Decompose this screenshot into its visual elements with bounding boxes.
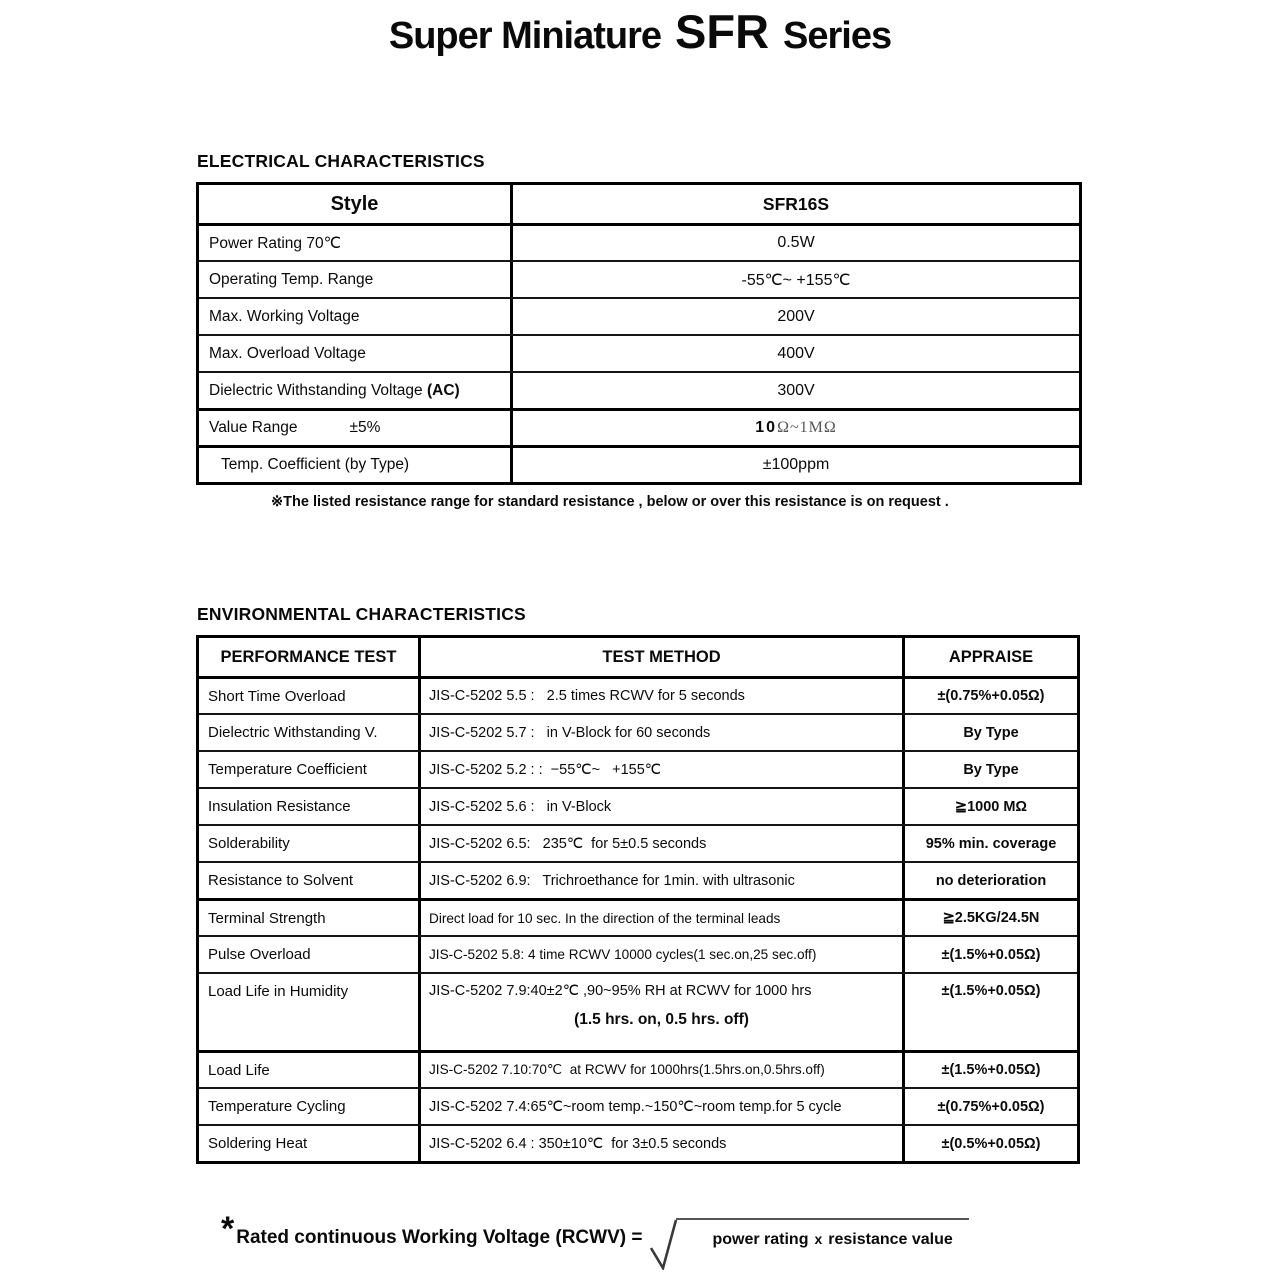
table-row xyxy=(199,898,1077,935)
table-row xyxy=(199,445,1079,482)
table-row xyxy=(199,371,1079,408)
test-name: Insulation Resistance xyxy=(199,789,421,824)
table-row xyxy=(199,408,1079,445)
row-label: Power Rating 70℃ xyxy=(199,226,513,260)
title-series-code: SFR xyxy=(675,5,770,58)
environmental-section-heading: ENVIRONMENTAL CHARACTERISTICS xyxy=(197,604,526,624)
row-label-tolerance: ±5% xyxy=(349,419,381,436)
test-method: JIS-C-5202 6.4 : 350±10℃ for 3±0.5 seconds xyxy=(421,1126,905,1161)
table-row xyxy=(199,260,1079,297)
row-label xyxy=(199,411,513,445)
electrical-table xyxy=(196,182,1082,485)
test-method: JIS-C-5202 5.7 : in V-Block for 60 seconds xyxy=(421,715,905,750)
value-suffix: Ω~1MΩ xyxy=(777,419,837,436)
test-name: Load Life in Humidity xyxy=(199,974,421,1050)
appraise-value: ±(1.5%+0.05Ω) xyxy=(941,946,1041,963)
header-appraise: APPRAISE xyxy=(948,647,1034,666)
table-row xyxy=(199,223,1079,260)
test-name: Temperature Cycling xyxy=(199,1089,421,1124)
table-header-row xyxy=(199,185,1079,223)
row-label: Max. Working Voltage xyxy=(199,299,513,334)
row-label: Max. Overload Voltage xyxy=(199,336,513,371)
test-method-line2: (1.5 hrs. on, 0.5 hrs. off) xyxy=(574,1011,749,1028)
test-method: Direct load for 10 sec. In the direction of the terminal leads xyxy=(421,901,905,935)
header-style: Style xyxy=(199,185,513,223)
appraise-value: ±(0.5%+0.05Ω) xyxy=(941,1135,1041,1152)
appraise-value: ±(1.5%+0.05Ω) xyxy=(941,1062,1041,1078)
row-value: -55℃~ +155℃ xyxy=(741,271,851,289)
appraise-value: ≧2.5KG/24.5N xyxy=(942,910,1040,926)
electrical-section-heading: ELECTRICAL CHARACTERISTICS xyxy=(197,151,485,171)
test-method: JIS-C-5202 7.4:65℃~room temp.~150℃~room temp.for 5 cycle xyxy=(421,1089,905,1124)
appraise-value: 95% min. coverage xyxy=(925,835,1057,852)
row-value: ±100ppm xyxy=(762,456,830,473)
test-name: Resistance to Solvent xyxy=(199,863,421,898)
row-value xyxy=(513,411,1079,445)
test-method-line1: JIS-C-5202 7.9:40±2℃ ,90~95% RH at RCWV for 1000 hrs xyxy=(429,983,812,999)
table-row xyxy=(199,676,1077,713)
table-row xyxy=(199,1050,1077,1087)
header-model: SFR16S xyxy=(762,193,830,214)
appraise-value: no deterioration xyxy=(935,872,1047,889)
square-root-icon xyxy=(650,1218,678,1270)
table-row xyxy=(199,787,1077,824)
header-performance-test: PERFORMANCE TEST xyxy=(199,638,421,676)
table-row xyxy=(199,935,1077,972)
table-row xyxy=(199,972,1077,1050)
test-method: JIS-C-5202 5.8: 4 time RCWV 10000 cycles(1 sec.on,25 sec.off) xyxy=(421,937,905,972)
row-value: 300V xyxy=(777,381,815,399)
table-row xyxy=(199,824,1077,861)
rcwv-formula xyxy=(221,1210,969,1270)
table-row xyxy=(199,334,1079,371)
header-test-method: TEST METHOD xyxy=(421,638,905,676)
test-name: Temperature Coefficient xyxy=(199,752,421,787)
square-root-expression xyxy=(650,1218,968,1270)
test-name: Terminal Strength xyxy=(199,901,421,935)
test-method: JIS-C-5202 6.9: Trichroethance for 1min. with ultrasonic xyxy=(421,863,905,898)
title-part-3: Series xyxy=(783,15,892,57)
formula-operand-1: power rating xyxy=(712,1231,809,1248)
resistance-range-note: ※The listed resistance range for standard resistance , below or over this resistance is on request . xyxy=(271,494,949,510)
table-row xyxy=(199,1124,1077,1161)
formula-lhs: Rated continuous Working Voltage (RCWV) = xyxy=(236,1227,643,1248)
formula-radicand xyxy=(676,1218,968,1249)
test-name: Load Life xyxy=(199,1053,421,1087)
value-prefix: 10 xyxy=(755,419,778,436)
test-name: Pulse Overload xyxy=(199,937,421,972)
appraise-value: By Type xyxy=(963,724,1019,741)
test-method: JIS-C-5202 7.10:70℃ at RCWV for 1000hrs(1.5hrs.on,0.5hrs.off) xyxy=(421,1053,905,1087)
test-method: JIS-C-5202 5.5 : 2.5 times RCWV for 5 seconds xyxy=(421,679,905,713)
row-label-text: Dielectric Withstanding Voltage xyxy=(209,381,427,399)
table-row xyxy=(199,297,1079,334)
asterisk-marker: * xyxy=(221,1210,235,1248)
page-title xyxy=(0,4,1280,59)
test-name: Soldering Heat xyxy=(199,1126,421,1161)
row-value: 400V xyxy=(777,344,815,362)
multiply-sign: x xyxy=(814,1231,823,1247)
test-method: JIS-C-5202 5.2 : : −55℃~ +155℃ xyxy=(421,752,905,787)
row-value: 0.5W xyxy=(777,234,815,251)
test-method xyxy=(421,974,905,1050)
table-header-row xyxy=(199,638,1077,676)
appraise-value: ±(0.75%+0.05Ω) xyxy=(937,688,1045,704)
row-label-bold: (AC) xyxy=(426,381,460,399)
test-name: Solderability xyxy=(199,826,421,861)
environmental-table xyxy=(196,635,1080,1164)
title-part-1: Super Miniature xyxy=(388,15,662,57)
appraise-value: By Type xyxy=(963,761,1019,778)
row-label xyxy=(199,373,513,408)
table-row xyxy=(199,1087,1077,1124)
row-value: 200V xyxy=(777,307,815,325)
appraise-value: ±(0.75%+0.05Ω) xyxy=(937,1098,1045,1115)
test-name: Dielectric Withstanding V. xyxy=(199,715,421,750)
test-method: JIS-C-5202 5.6 : in V-Block xyxy=(421,789,905,824)
row-label: Operating Temp. Range xyxy=(199,262,513,297)
appraise-value: ±(1.5%+0.05Ω) xyxy=(941,983,1041,999)
test-name: Short Time Overload xyxy=(199,679,421,713)
table-row xyxy=(199,713,1077,750)
table-row xyxy=(199,750,1077,787)
table-row xyxy=(199,861,1077,898)
row-label: Temp. Coefficient (by Type) xyxy=(199,448,513,482)
row-label-text: Value Range xyxy=(209,419,298,436)
test-method: JIS-C-5202 6.5: 235℃ for 5±0.5 seconds xyxy=(421,826,905,861)
appraise-value: ≧1000 MΩ xyxy=(954,798,1028,815)
formula-operand-2: resistance value xyxy=(828,1231,953,1248)
